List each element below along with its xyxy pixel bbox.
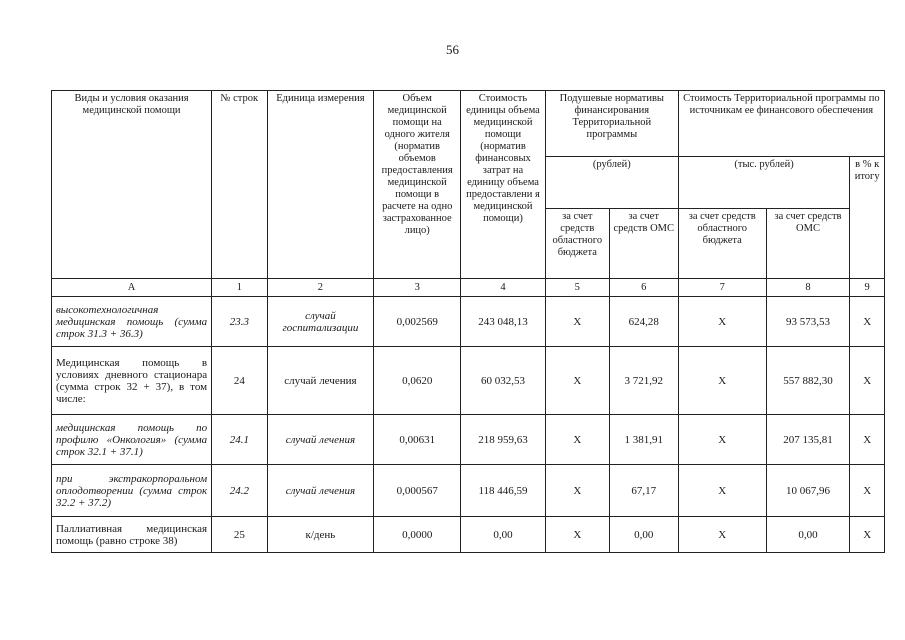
row-cost: 243 048,13 bbox=[461, 297, 546, 347]
row-number: 24.2 bbox=[212, 465, 267, 517]
row-cost-regional: X bbox=[678, 347, 766, 415]
row-cost-regional: X bbox=[678, 415, 766, 465]
row-pc-oms: 0,00 bbox=[609, 517, 678, 553]
row-number: 24.1 bbox=[212, 415, 267, 465]
row-number: 24 bbox=[212, 347, 267, 415]
row-unit: случай лечения bbox=[267, 465, 374, 517]
header-cost: Стоимость единицы объема медицинской помощи (норматив финансовых затрат на единицу объема предоставлени я медицинской помощи) bbox=[461, 91, 546, 279]
row-pc-regional: X bbox=[545, 415, 609, 465]
row-percent: X bbox=[850, 517, 885, 553]
row-percent: X bbox=[850, 297, 885, 347]
row-volume: 0,0000 bbox=[374, 517, 461, 553]
header-program-cost: Стоимость Территориальной программы по источникам ее финансового обеспечения bbox=[678, 91, 884, 157]
table-row bbox=[52, 297, 885, 347]
row-cost-oms: 0,00 bbox=[766, 517, 850, 553]
row-pc-regional: X bbox=[545, 517, 609, 553]
row-volume: 0,00631 bbox=[374, 415, 461, 465]
index-cell: 7 bbox=[678, 279, 766, 297]
row-pc-oms: 624,28 bbox=[609, 297, 678, 347]
row-name: Паллиативная медицинская помощь (равно строке 38) bbox=[52, 517, 212, 553]
table-row bbox=[52, 347, 885, 415]
table-row bbox=[52, 415, 885, 465]
row-unit: к/день bbox=[267, 517, 374, 553]
page-number: 56 bbox=[446, 42, 459, 57]
index-cell: 4 bbox=[461, 279, 546, 297]
row-volume: 0,000567 bbox=[374, 465, 461, 517]
row-cost-regional: X bbox=[678, 517, 766, 553]
header-cost-percent: в % к итогу bbox=[850, 157, 885, 279]
row-cost-oms: 10 067,96 bbox=[766, 465, 850, 517]
index-cell: 2 bbox=[267, 279, 374, 297]
row-cost-oms: 207 135,81 bbox=[766, 415, 850, 465]
financing-table bbox=[51, 90, 885, 553]
row-cost-regional: X bbox=[678, 297, 766, 347]
header-per-capita: Подушевые нормативы финансирования Территориальной программы bbox=[545, 91, 678, 157]
row-percent: X bbox=[850, 347, 885, 415]
row-volume: 0,0620 bbox=[374, 347, 461, 415]
row-cost: 218 959,63 bbox=[461, 415, 546, 465]
row-pc-oms: 3 721,92 bbox=[609, 347, 678, 415]
row-name: медицинская помощь по профилю «Онкология» (сумма строк 32.1 + 37.1) bbox=[52, 415, 212, 465]
row-cost: 0,00 bbox=[461, 517, 546, 553]
row-cost: 118 446,59 bbox=[461, 465, 546, 517]
index-cell: 9 bbox=[850, 279, 885, 297]
header-per-capita-unit: (рублей) bbox=[545, 157, 678, 209]
header-volume: Объем медицинской помощи на одного жителя (норматив объемов предоставления медицинской помощи в расчете на одно застрахованное лицо) bbox=[374, 91, 461, 279]
row-unit: случай госпитализации bbox=[267, 297, 374, 347]
row-pc-oms: 1 381,91 bbox=[609, 415, 678, 465]
index-cell: 6 bbox=[609, 279, 678, 297]
row-name: высокотехнологичная медицинская помощь (сумма строк 31.3 + 36.3) bbox=[52, 297, 212, 347]
row-cost-oms: 557 882,30 bbox=[766, 347, 850, 415]
table-row bbox=[52, 517, 885, 553]
row-number: 23.3 bbox=[212, 297, 267, 347]
header-cost-oms: за счет средств ОМС bbox=[766, 209, 850, 279]
header-row-no: № строк bbox=[212, 91, 267, 279]
row-cost-oms: 93 573,53 bbox=[766, 297, 850, 347]
row-percent: X bbox=[850, 415, 885, 465]
row-number: 25 bbox=[212, 517, 267, 553]
row-pc-regional: X bbox=[545, 297, 609, 347]
index-cell: 8 bbox=[766, 279, 850, 297]
index-cell: 1 bbox=[212, 279, 267, 297]
row-percent: X bbox=[850, 465, 885, 517]
row-name: Медицинская помощь в условиях дневного стационара (сумма строк 32 + 37), в том числе: bbox=[52, 347, 212, 415]
index-row bbox=[52, 279, 885, 297]
row-pc-regional: X bbox=[545, 347, 609, 415]
row-unit: случай лечения bbox=[267, 415, 374, 465]
row-cost-regional: X bbox=[678, 465, 766, 517]
header-cost-regional: за счет средств областного бюджета bbox=[678, 209, 766, 279]
row-pc-regional: X bbox=[545, 465, 609, 517]
table-row bbox=[52, 465, 885, 517]
row-name: при экстракорпоральном оплодотворении (сумма строк 32.2 + 37.2) bbox=[52, 465, 212, 517]
header-pc-regional: за счет средств областного бюджета bbox=[545, 209, 609, 279]
row-pc-oms: 67,17 bbox=[609, 465, 678, 517]
row-unit: случай лечения bbox=[267, 347, 374, 415]
header-unit: Единица измерения bbox=[267, 91, 374, 279]
index-cell: 5 bbox=[545, 279, 609, 297]
row-volume: 0,002569 bbox=[374, 297, 461, 347]
header-types: Виды и условия оказания медицинской помощи bbox=[52, 91, 212, 279]
header-pc-oms: за счет средств ОМС bbox=[609, 209, 678, 279]
index-cell: А bbox=[52, 279, 212, 297]
index-cell: 3 bbox=[374, 279, 461, 297]
row-cost: 60 032,53 bbox=[461, 347, 546, 415]
header-cost-unit: (тыс. рублей) bbox=[678, 157, 850, 209]
